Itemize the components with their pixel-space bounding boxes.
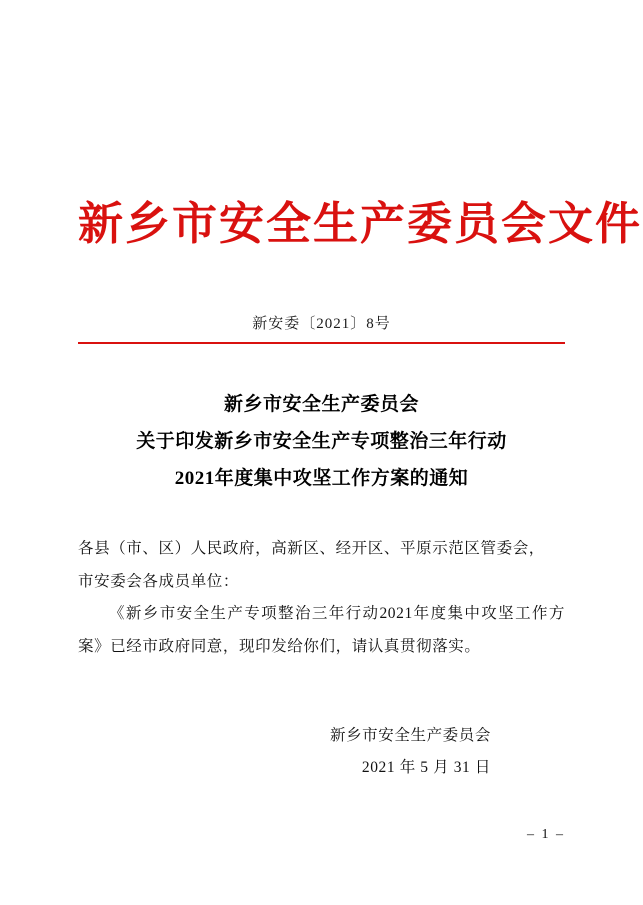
- document-masthead: 新乡市安全生产委员会文件: [78, 199, 643, 249]
- title-line-3: 2021年度集中攻坚工作方案的通知: [174, 468, 469, 490]
- title-line-2: 关于印发新乡市安全生产专项整治三年行动: [136, 431, 507, 453]
- addressee-line-2: 市安委会各成员单位：: [78, 572, 240, 590]
- page-number: – 1 –: [527, 827, 565, 842]
- body-paragraph: 《新乡市安全生产专项整治三年行动2021年度集中攻坚工作方案》已经市政府同意，现印发给你们，请认真贯彻落实。: [78, 605, 565, 656]
- document-signature: [78, 720, 565, 785]
- addressee-line-1: 各县（市、区）人民政府，高新区、经开区、平原示范区管委会，: [78, 540, 545, 558]
- red-divider-rule: [78, 342, 565, 344]
- title-line-1: 新乡市安全生产委员会: [223, 394, 419, 416]
- document-number: 新安委〔2021〕8号: [252, 316, 391, 333]
- signature-organization: 新乡市安全生产委员会: [329, 726, 491, 744]
- signature-date: 2021 年 5 月 31 日: [361, 759, 491, 777]
- document-body: [78, 533, 565, 663]
- document-title: [78, 386, 565, 497]
